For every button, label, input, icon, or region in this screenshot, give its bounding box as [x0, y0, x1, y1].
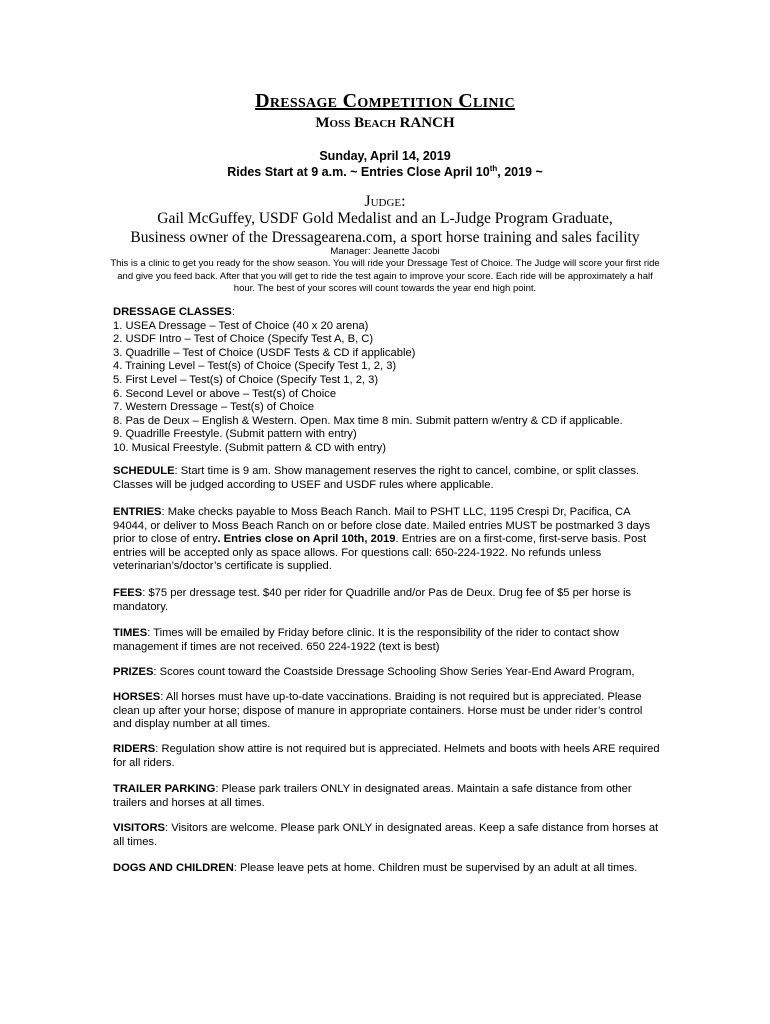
dogs-children-section — [113, 862, 661, 876]
class-item: 3. Quadrille – Test of Choice (USDF Tests & CD if applicable) — [113, 346, 416, 359]
class-item: 10. Musical Freestyle. (Submit pattern & CD with entry) — [113, 441, 386, 454]
class-item: 2. USDF Intro – Test of Choice (Specify Test A, B, C) — [113, 333, 374, 346]
classes-heading: DRESSAGE CLASSES — [113, 306, 232, 318]
trailer-parking-text: : Please park trailers ONLY in designated areas. Maintain a safe distance from other trailers and horses at all times. — [113, 783, 632, 809]
schedule-section — [113, 465, 661, 492]
times-text: : Times will be emailed by Friday before clinic. It is the responsibility of the rider to contact show management if times are not received. 650 224-1922 (text is best) — [113, 627, 620, 653]
class-item: 6. Second Level or above – Test(s) of Choice — [113, 387, 337, 400]
dogs-children-text: : Please leave pets at home. Children must be supervised by an adult at all times. — [233, 862, 638, 874]
judge-heading: Judge: — [364, 193, 406, 210]
entries-text: : Make checks payable to Moss Beach Ranch. Mail to PSHT LLC, 1195 Crespi Dr, Pacifica, CA 94044, or deliver to Moss Beach Ranch on or before close date. Mailed entries MUST be postmarked 3 days prior to close of entry — [113, 506, 651, 546]
class-item: 8. Pas de Deux – English & Western. Open. Max time 8 min. Submit pattern w/entry & CD if applicable. — [113, 414, 623, 427]
manager-line: Manager: Jeanette Jacobi — [330, 246, 440, 257]
judge-business: Business owner of the Dressagearena.com, a sport horse training and sales facility — [130, 229, 640, 246]
schedule-text: : Start time is 9 am. Show management reserves the right to cancel, combine, or split classes. Classes will be judged according to USEF and USDF rules where applicable. — [113, 465, 640, 491]
class-item: 7. Western Dressage – Test(s) of Choice — [113, 401, 315, 414]
horses-label: HORSES — [113, 691, 161, 703]
rides-superscript: th — [489, 164, 498, 173]
times-label: TIMES — [113, 627, 148, 639]
entries-close-date: . Entries close on April 10th, 2019 — [217, 533, 396, 546]
ranch-subtitle: Moss Beach RANCH — [315, 115, 455, 131]
entries-text-cont: . Entries are on a first-come, first-serve basis. Post entries will be accepted only as space allows. For questions call: 650-224-1922. No refunds unless veterinarian’s/doctor’s certificate is supplied. — [113, 533, 647, 573]
schedule-label: SCHEDULE — [113, 465, 175, 477]
fees-section — [113, 587, 661, 614]
dogs-children-label: DOGS AND CHILDREN — [113, 862, 234, 874]
fees-label: FEES — [113, 587, 143, 599]
entries-section — [113, 506, 661, 574]
rides-start-line — [0, 164, 770, 179]
event-date: Sunday, April 14, 2019 — [319, 149, 451, 163]
fees-text: : $75 per dressage test. $40 per rider for Quadrille and/or Pas de Deux. Drug fee of $5 per horse is mandatory. — [113, 587, 632, 613]
prizes-text: : Scores count toward the Coastside Dressage Schooling Show Series Year-End Award Program, — [153, 666, 635, 678]
riders-label: RIDERS — [113, 743, 156, 755]
class-item: 1. USEA Dressage – Test of Choice (40 x 20 arena) — [113, 319, 369, 332]
document-title: Dressage Competition Clinic — [255, 90, 515, 112]
visitors-section — [113, 822, 661, 849]
class-item: 9. Quadrille Freestyle. (Submit pattern with entry) — [113, 428, 357, 441]
riders-text: : Regulation show attire is not required but is appreciated. Helmets and boots with heels ARE required for all riders. — [113, 743, 660, 769]
visitors-label: VISITORS — [113, 822, 166, 834]
judge-credentials: Gail McGuffey, USDF Gold Medalist and an L-Judge Program Graduate, — [157, 210, 613, 227]
visitors-text: : Visitors are welcome. Please park ONLY in designated areas. Keep a safe distance from horses at all times. — [113, 822, 659, 848]
classes-section: DRESSAGE CLASSES: 1. USEA Dressage – Test of Choice (40 x 20 arena) 2. USDF Intro – Test of Choice (Specify Test A, B, C) 3. Quadrille – Test of Choice (USDF Tests & CD if applicable) 4. Training Level – Test(s) of Choice (Specify Test 1, 2, 3) 5. First Level – Test(s) of Choice (Specify Test 1, 2, 3) 6. Second Level or above – Test(s) of Choice 7. Western Dressage – Test(s) of Choice 8. Pas de Deux – English & Western. Open. Max time 8 min. Submit pattern w/entry & CD if applicable. 9. Quadrille Freestyle. (Submit pattern with entry) 10. Musical Freestyle. (Submit pattern & CD with entry) — [113, 306, 661, 456]
prizes-section — [113, 666, 661, 680]
riders-section — [113, 743, 661, 770]
rides-start-text: Rides Start at 9 a.m. ~ Entries Close April 10 — [227, 165, 490, 180]
class-item: 5. First Level – Test(s) of Choice (Specify Test 1, 2, 3) — [113, 373, 379, 386]
class-item: 4. Training Level – Test(s) of Choice (Specify Test 1, 2, 3) — [113, 360, 397, 373]
prizes-label: PRIZES — [113, 666, 154, 678]
clinic-intro: This is a clinic to get you ready for the show season. You will ride your Dressage Test of Choice. The Judge will score your first ride and give you feed back. After that you will get to ride the test again to improve your score. Each ride will be approximately a half hour. The best of your scores will count towards the year end high point. — [110, 258, 660, 294]
entries-label: ENTRIES — [113, 506, 162, 518]
rides-end-text: , 2019 ~ — [497, 165, 543, 180]
trailer-parking-section — [113, 783, 661, 810]
horses-text: : All horses must have up-to-date vaccinations. Braiding is not required but is appreciated. Please clean up after your horse; dispose of manure in appropriate containers. Horse must be under rider’s control and display number at all times. — [113, 691, 643, 731]
times-section — [113, 627, 661, 654]
trailer-parking-label: TRAILER PARKING — [113, 783, 216, 795]
horses-section — [113, 691, 661, 732]
